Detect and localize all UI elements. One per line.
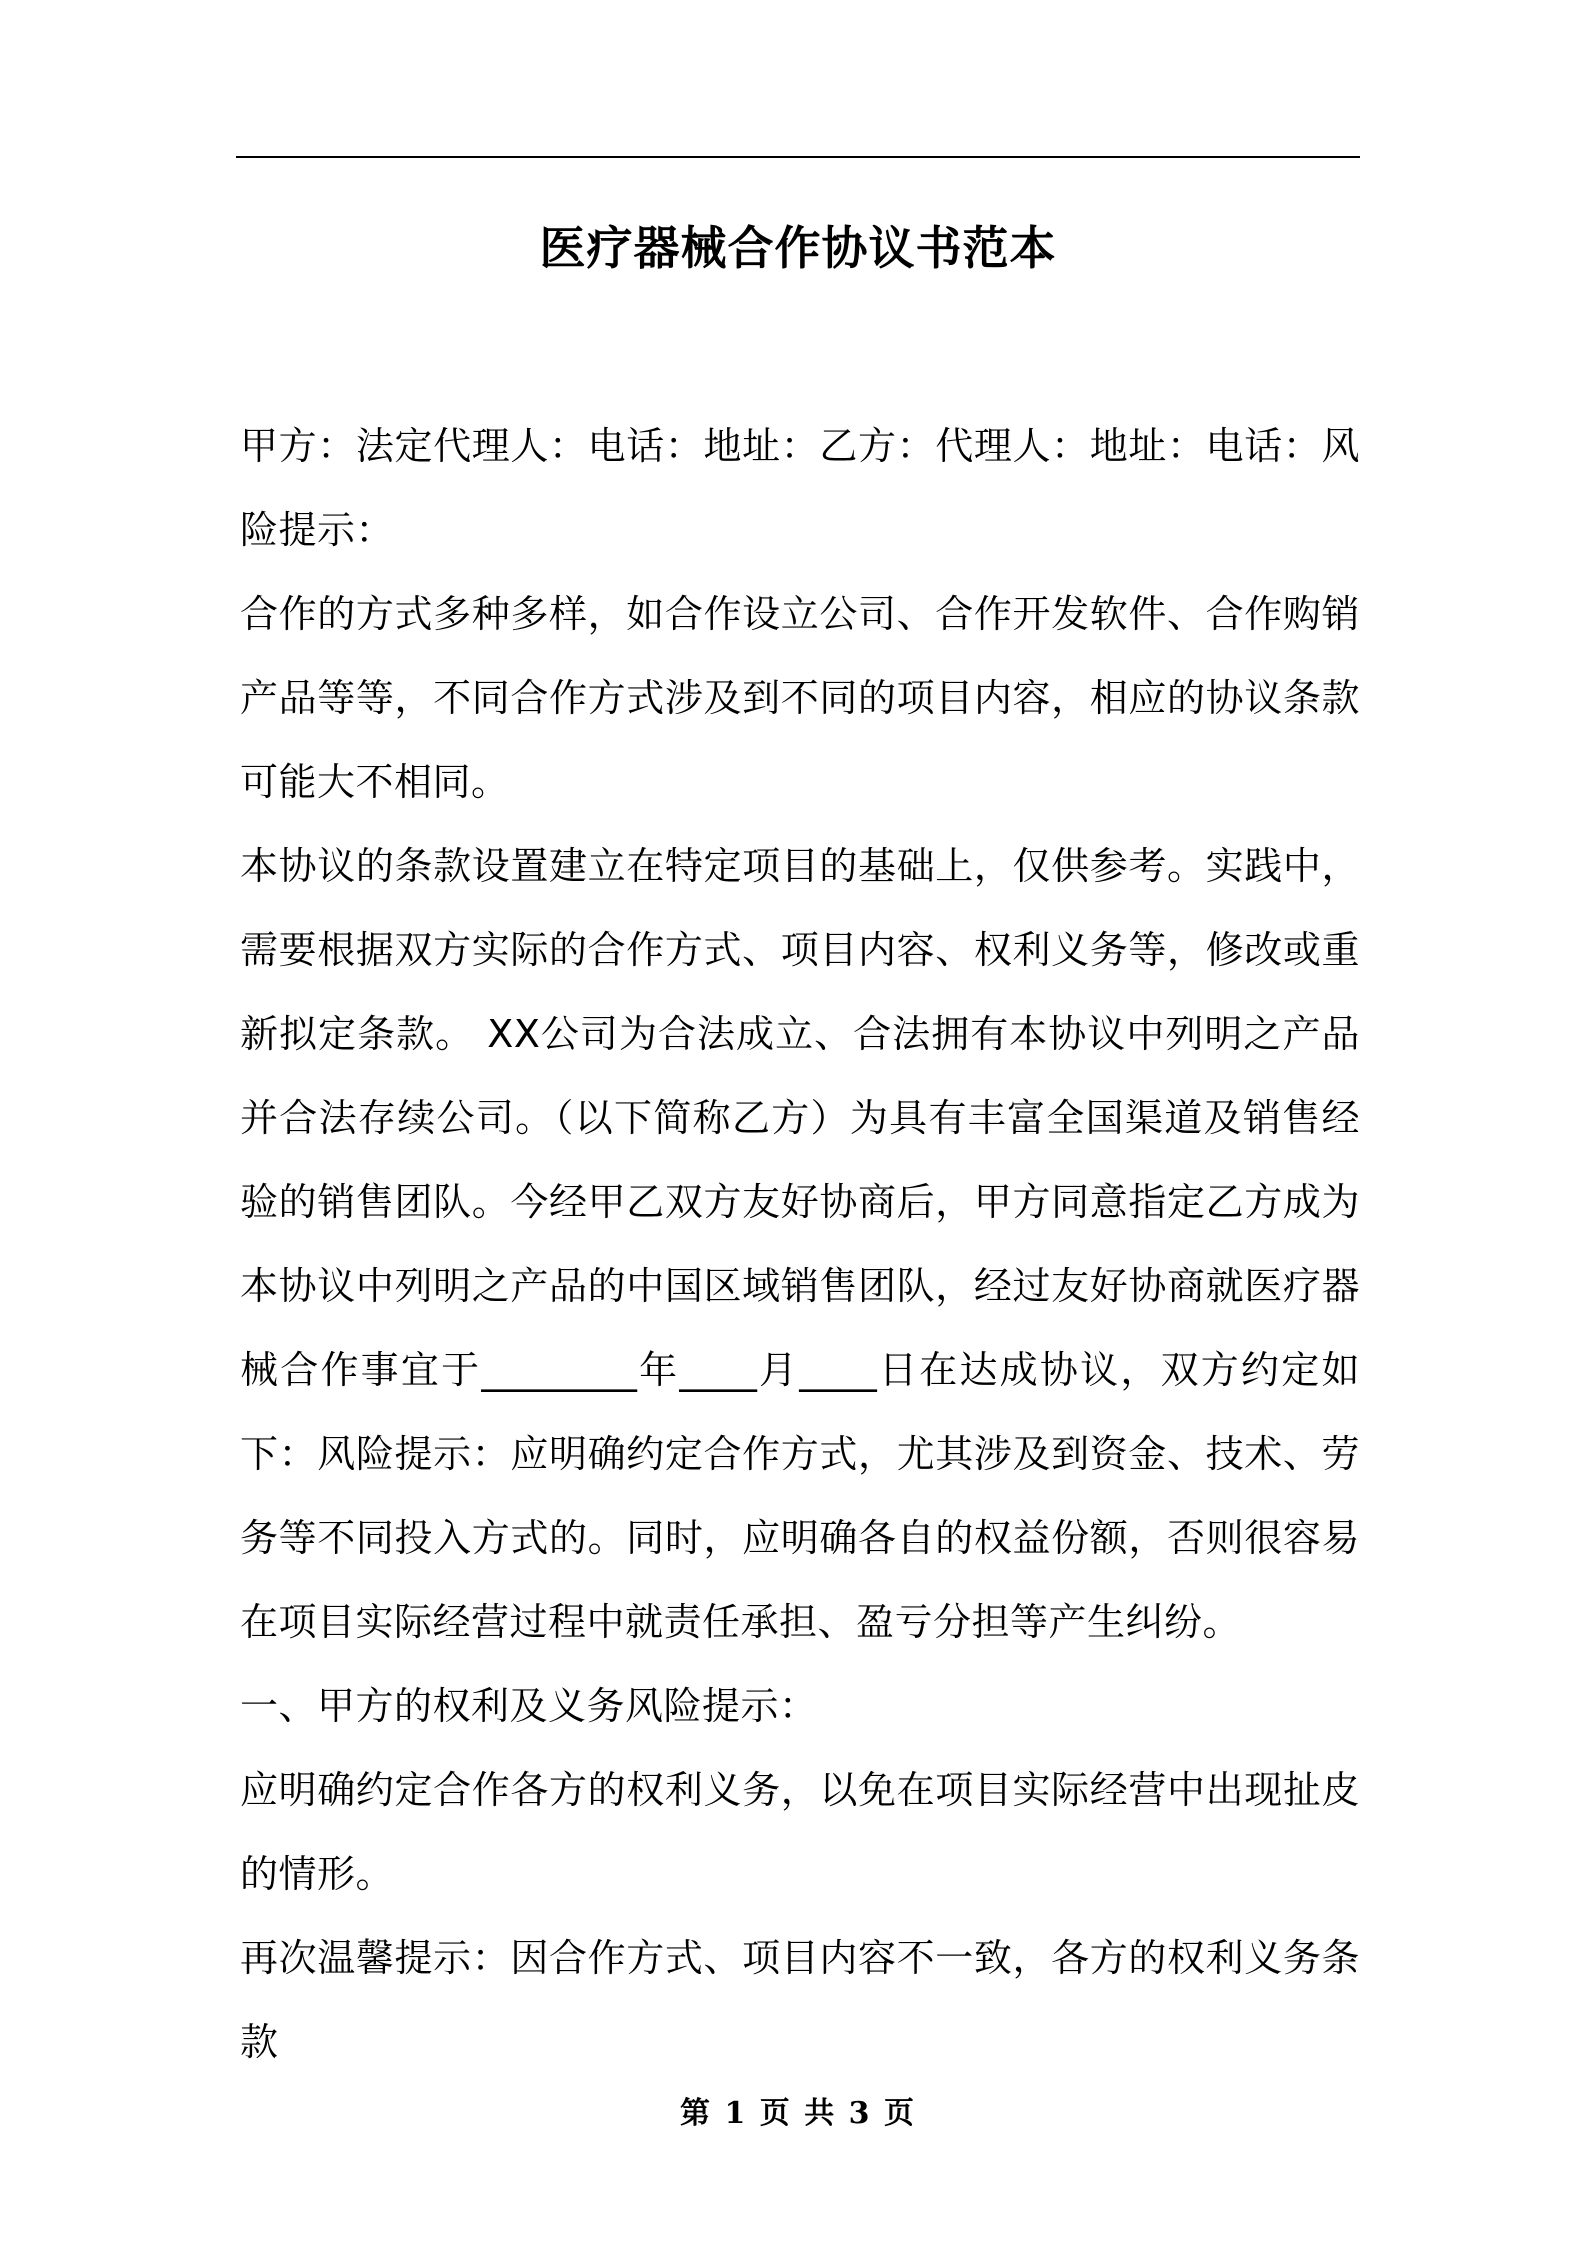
paragraph-parties: 甲方：法定代理人：电话：地址：乙方：代理人：地址：电话：风险提示： [240, 424, 1360, 552]
document-title: 医疗器械合作协议书范本 [539, 221, 1057, 275]
paragraph-reminder: 再次温馨提示：因合作方式、项目内容不一致，各方的权利义务条款 [240, 1936, 1360, 2064]
document-body [240, 404, 1360, 2084]
paragraph-rights-obligations: 应明确约定合作各方的权利义务，以免在项目实际经营中出现扯皮的情形。 [240, 1768, 1360, 1896]
paragraph-agreement-basis: 本协议的条款设置建立在特定项目的基础上，仅供参考。实践中，需要根据双方实际的合作方式、项目内容、权利义务等，修改或重新拟定条款。 XX公司为合法成立、合法拥有本协议中列明之产品并合法存续公司。（以下简称乙方）为具有丰富全国渠道及销售经验的销售团队。今经甲乙双方友好协商后，甲方同意指定乙方成为本协议中列明之产品的中国区域销售团队，经过友好协商就医疗器械合作事宜于________年____月____日在达成协议，双方约定如下：风险提示：应明确约定合作方式，尤其涉及到资金、技术、劳务等不同投入方式的。同时，应明确各自的权益份额，否则很容易在项目实际经营过程中就责任承担、盈亏分担等产生纠纷。 [240, 844, 1360, 1644]
paragraph-cooperation-methods: 合作的方式多种多样，如合作设立公司、合作开发软件、合作购销产品等等，不同合作方式涉及到不同的项目内容，相应的协议条款可能大不相同。 [240, 592, 1360, 804]
header-rule [236, 156, 1360, 158]
section-heading-party-a: 一、甲方的权利及义务风险提示： [240, 1684, 818, 1728]
page-number: 第 1 页 共 3 页 [680, 2096, 916, 2131]
